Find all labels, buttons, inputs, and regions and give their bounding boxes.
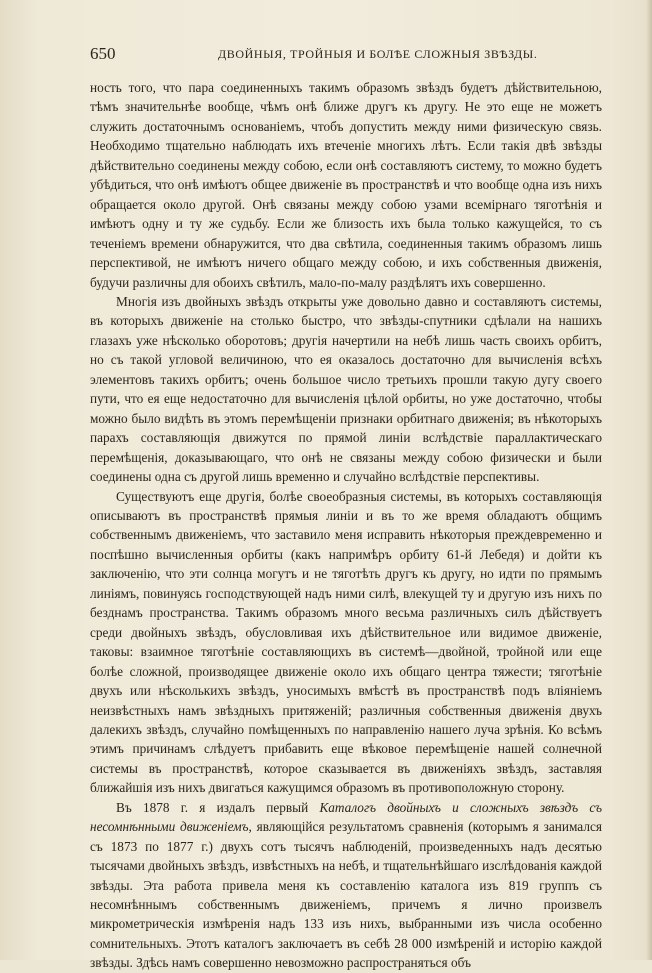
running-title: ДВОЙНЫЯ, ТРОЙНЫЯ И БОЛѢЕ СЛОЖНЫЯ ЗВѢЗДЫ. [218,47,538,61]
page-header [90,44,600,66]
page-body [90,78,602,973]
paragraph-3: Существуютъ еще другія, болѣе своеобразныя системы, въ которыхъ составляющія описываютъ въ пространствѣ прямыя линіи и въ то же время обладаютъ общимъ собственнымъ движеніемъ, что заставило меня исправить нѣкоторыя преждевременно и поспѣшно вычисленныя орбиты (какъ напримѣръ орбиту 61-й Лебедя) и дойти къ заключенію, что эти солнца могутъ и не тяготѣть другъ къ другу, но идти по прямымъ линіямъ, повинуясь господствующей надъ ними силѣ, влекущей ту и другую изъ нихъ по безднамъ пространства. Такимъ образомъ много весьма различныхъ силъ дѣйствуетъ среди двойныхъ звѣздъ, обусловливая ихъ дѣйствительное или видимое движеніе, таковы: взаимное тяготѣніе составляющихъ въ системѣ—двойной, тройной или еще болѣе сложной, производящее движеніе около ихъ общаго центра тяжести; тяготѣніе двухъ или нѣсколькихъ звѣздъ, уносимыхъ вмѣстѣ въ пространствѣ подъ вліяніемъ неизвѣстныхъ намъ звѣздныхъ притяженій; различныя собственныя движенія двухъ далекихъ звѣздъ, случайно помѣщенныхъ по направленію нашего луча зрѣнія. Ко всѣмъ этимъ причинамъ слѣдуетъ прибавить еще вѣковое перемѣщеніе нашей солнечной системы въ пространствѣ, которое сказывается въ движеніяхъ звѣздъ, заставляя ближайшія изъ нихъ двигаться кажущимся образомъ въ противоположную сторону. [90,488,602,796]
page-number: 650 [90,44,116,63]
paragraph-4 [90,798,602,973]
paragraph-4-rest: являющійся результатомъ сравненія (которымъ я занимался съ 1873 по 1877 г.) двухъ сотъ тысячъ наблюденій, произведенныхъ надъ десятью тысячами двойныхъ звѣздъ, извѣстныхъ на небѣ, и тщательнѣйшаго изслѣдованія каждой звѣзды. Эта работа привела меня къ составленію каталога изъ 819 группъ съ несомнѣннымъ собственнымъ движеніемъ, причемъ я лично произвелъ микрометрическія измѣренія надъ 133 изъ нихъ, выбранными изъ числа особенно сомнительныхъ. Этотъ каталогъ заключаетъ въ себѣ 28 000 измѣреній и исторію каждой звѣзды. Здѣсь намъ совершенно невозможно распространяться объ [90,819,602,971]
paragraph-2: Многія изъ двойныхъ звѣздъ открыты уже довольно давно и составляютъ системы, въ которыхъ движеніе на столько быстро, что звѣзды-спутники сдѣлали на нашихъ глазахъ уже нѣсколько оборотовъ; другія начертили на небѣ лишь часть своихъ орбитъ, но съ такой угловой величиною, что ея оказалось достаточно для вычисленія всѣхъ элементовъ такихъ орбитъ; очень большое число третьихъ прошли такую дугу своего пути, что ея еще недостаточно для вычисленія цѣлой орбиты, но уже достаточно, чтобы можно было видѣть въ этомъ перемѣщеніи признаки орбитнаго движенія; въ нѣкоторыхъ парахъ составляющія движутся по прямой линіи вслѣдствіе параллактическаго перемѣщенія, доказывающаго, что онѣ не связаны между собою физически и были соединены одна съ другой лишь временно и случайно вслѣдствіе перспективы. [90,293,602,485]
page-edge-shadow [646,0,652,960]
catalog-title: Каталогъ двойныхъ и сложныхъ звѣздъ съ несомнѣнными движеніемъ, [90,799,602,835]
paragraph-4-lead: Въ 1878 г. я издалъ первый [116,799,320,815]
paragraph-1: ность того, что пара соединенныхъ такимъ образомъ звѣздъ будетъ дѣйствительною, тѣмъ значительнѣе вообще, чѣмъ онѣ ближе другъ къ другу. Не это еще не можетъ служить достаточнымъ основаніемъ, чтобъ допустить между ними физическую связь. Необходимо тщательно наблюдать ихъ втеченіе многихъ лѣтъ. Если такія двѣ звѣзды дѣйствительно соединены между собою, если онѣ составляютъ систему, то можно будетъ убѣдиться, что онѣ имѣютъ общее движеніе въ пространствѣ и что вообще одна изъ нихъ обращается около другой. Онѣ связаны между собою узами всемірнаго тяготѣнія и имѣютъ одну и ту же судьбу. Если же близость ихъ была только кажущейся, то съ теченіемъ времени обнаружится, что два свѣтила, соединенныя такимъ образомъ лишь перспективой, не имѣютъ ничего общаго между собою, и ихъ собственныя движенія, будучи различны для обоихъ свѣтилъ, мало-по-малу раздѣлятъ ихъ совершенно. [90,80,602,290]
